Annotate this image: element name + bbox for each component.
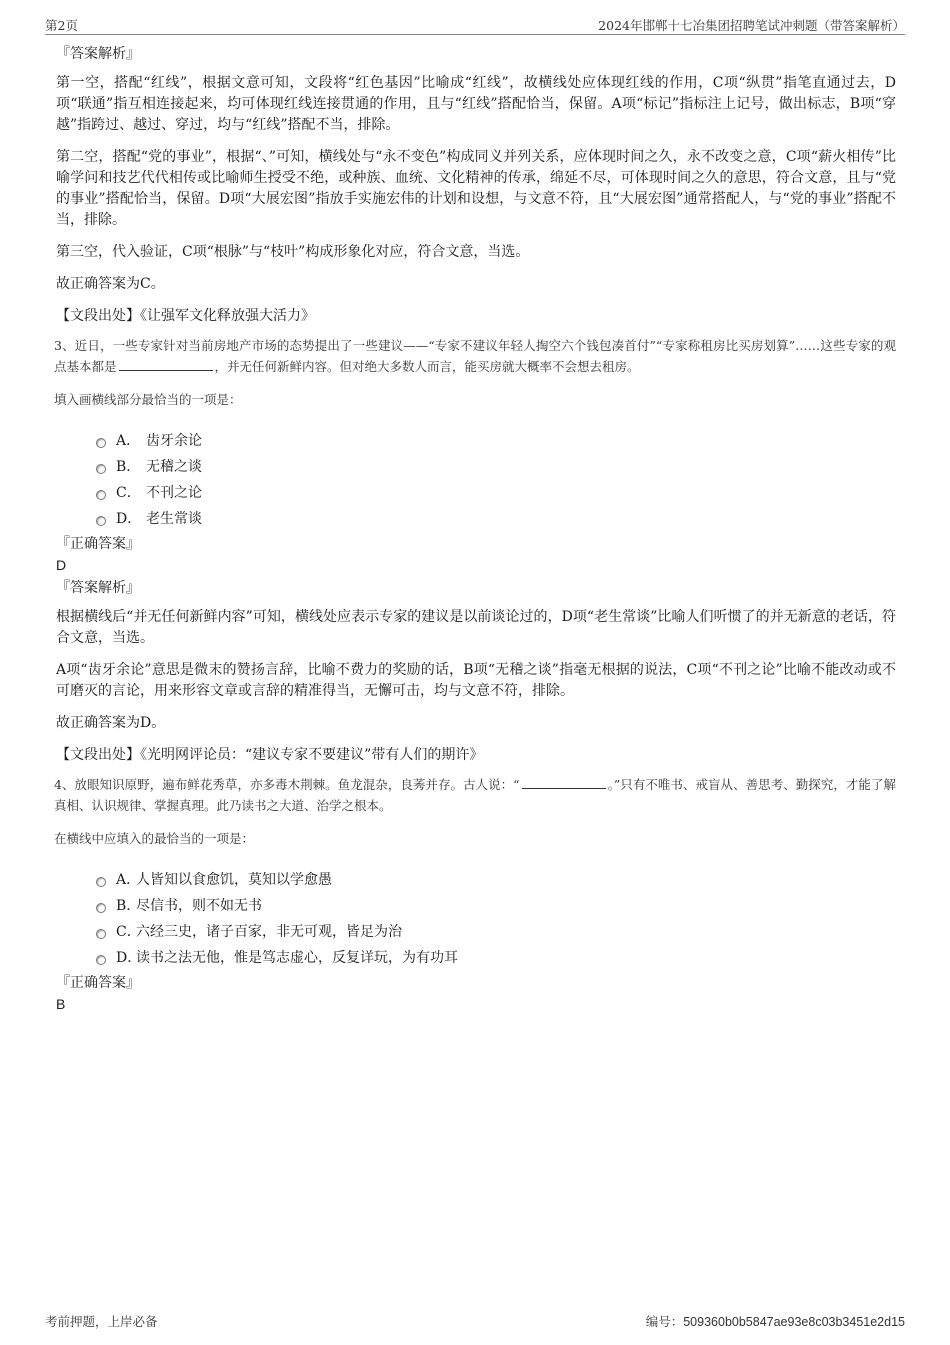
option-letter: C． — [116, 484, 141, 501]
option-text: 尽信书，则不如无书 — [136, 897, 262, 914]
radio-button-icon[interactable] — [96, 516, 106, 526]
analysis-paragraph: 第三空，代入验证，C项“根脉”与“枝叶”构成形象化对应，符合文意，当选。 — [56, 244, 530, 260]
source-citation: 【文段出处】《光明网评论员：“建议专家不要建议”带有人们的期许》 — [56, 747, 484, 763]
option-b[interactable] — [96, 454, 896, 480]
code-value: 509360b0b5847ae93e8c03b3451e2d15 — [683, 1315, 905, 1329]
option-a[interactable] — [96, 867, 896, 893]
radio-button-icon[interactable] — [96, 955, 106, 965]
option-letter: A． — [116, 871, 141, 888]
option-text: 六经三史，诸子百家，非无可观，皆足为治 — [136, 923, 402, 940]
correct-answer-label: 『正确答案』 — [56, 536, 140, 552]
question-4-options — [96, 867, 896, 971]
option-letter: D． — [116, 510, 142, 527]
option-c[interactable] — [96, 919, 896, 945]
analysis-paragraph: 第一空，搭配“红线”，根据文意可知，文段将“红色基因”比喻成“红线”，故横线处应体现红线的作用，C项“纵贯”指笔直通过去，D项“联通”指互相连接起来，均可体现红线连接贯通的作用，且与“红线”搭配恰当，保留。A项“标记”指标注上记号，做出标志，B项“穿越”指跨过、越过、穿过，均与“红线”搭配不当，排除。 — [56, 75, 896, 133]
fill-blank — [119, 356, 213, 371]
option-letter: B． — [116, 897, 141, 914]
option-text: 读书之法无他，惟是笃志虚心，反复详玩，为有功耳 — [136, 949, 458, 966]
option-letter: B． — [116, 458, 141, 475]
option-text: 不刊之论 — [146, 484, 202, 501]
question-text-after: 。”只有不唯书、戒盲从、善思考、勤探究，才能了解真相、认识规律、掌握真理。此乃读书之大道、治学之根本。 — [54, 777, 896, 813]
question-prompt: 在横线中应填入的最恰当的一项是： — [54, 831, 255, 846]
question-4-text — [54, 774, 896, 816]
radio-button-icon[interactable] — [96, 438, 106, 448]
option-text: 老生常谈 — [146, 510, 202, 527]
analysis-paragraph: 根据横线后“并无任何新鲜内容”可知，横线处应表示专家的建议是以前谈论过的，D项“老生常谈”比喻人们听惯了的并无新意的老话，符合文意，当选。 — [56, 609, 896, 646]
question-prompt: 填入画横线部分最恰当的一项是： — [54, 392, 242, 407]
correct-answer-value: B — [56, 996, 66, 1012]
analysis-paragraph: 第二空，搭配“党的事业”，根据“、”可知，横线处与“永不变色”构成同义并列关系，应体现时间之久，永不改变之意，C项“薪火相传”比喻学问和技艺代代相传或比喻师生授受不绝，或种族、血统、文化精神的传承，绵延不尽，可体现时间之久的意思，符合文意，且与“党的事业”搭配恰当，保留。D项“大展宏图”指放手实施宏伟的计划和设想，与文意不符，且“大展宏图”通常搭配人，与“党的事业”搭配不当，排除。 — [56, 149, 896, 228]
question-text-after: ，并无任何新鲜内容。但对绝大多数人而言，能买房就大概率不会想去租房。 — [214, 359, 640, 374]
option-d[interactable] — [96, 506, 896, 532]
question-3-text — [54, 335, 896, 377]
option-d[interactable] — [96, 945, 896, 971]
option-letter: D． — [116, 949, 142, 966]
option-text: 无稽之谈 — [146, 458, 202, 475]
option-a[interactable] — [96, 428, 896, 454]
analysis-label: 『答案解析』 — [56, 46, 140, 62]
option-letter: A． — [116, 432, 141, 449]
page-number: 第2页 — [45, 18, 78, 33]
source-citation: 【文段出处】《让强军文化释放强大活力》 — [56, 308, 315, 324]
radio-button-icon[interactable] — [96, 490, 106, 500]
code-label: 编号： — [645, 1314, 684, 1329]
analysis-paragraph: A项“齿牙余论”意思是微末的赞扬言辞，比喻不费力的奖励的话，B项“无稽之谈”指毫无根据的说法，C项“不刊之论”比喻不能改动或不可磨灭的言论，用来形容文章或言辞的精准得当，无懈可击，均与文意不符，排除。 — [56, 662, 896, 699]
radio-button-icon[interactable] — [96, 929, 106, 939]
radio-button-icon[interactable] — [96, 903, 106, 913]
option-c[interactable] — [96, 480, 896, 506]
page-footer — [45, 1312, 905, 1332]
document-code — [646, 1312, 905, 1330]
option-text: 人皆知以食愈饥，莫知以学愈愚 — [136, 871, 332, 888]
correct-answer-value: D — [56, 557, 67, 573]
footer-slogan: 考前押题，上岸必备 — [45, 1314, 158, 1329]
fill-blank — [522, 774, 606, 789]
option-text: 齿牙余论 — [146, 432, 202, 449]
analysis-paragraph: 故正确答案为D。 — [56, 715, 166, 731]
question-3-options — [96, 428, 896, 532]
radio-button-icon[interactable] — [96, 877, 106, 887]
page-header — [45, 14, 905, 35]
option-b[interactable] — [96, 893, 896, 919]
document-body — [56, 44, 896, 1017]
radio-button-icon[interactable] — [96, 464, 106, 474]
document-title: 2024年邯郸十七冶集团招聘笔试冲刺题（带答案解析） — [598, 18, 905, 33]
question-text-before: 3、近日，一些专家针对当前房地产市场的态势提出了一些建议——“专家不建议年轻人掏空六个钱包凑首付”“专家称租房比买房划算”……这些专家的观点基本都是 — [54, 338, 896, 374]
option-letter: C． — [116, 923, 141, 940]
analysis-paragraph: 故正确答案为C。 — [56, 276, 165, 292]
question-text-before: 4、放眼知识原野，遍布鲜花秀草，亦多毒木荆棘。鱼龙混杂，良莠并存。古人说：“ — [54, 777, 520, 792]
analysis-label: 『答案解析』 — [56, 580, 140, 596]
correct-answer-label: 『正确答案』 — [56, 975, 140, 991]
